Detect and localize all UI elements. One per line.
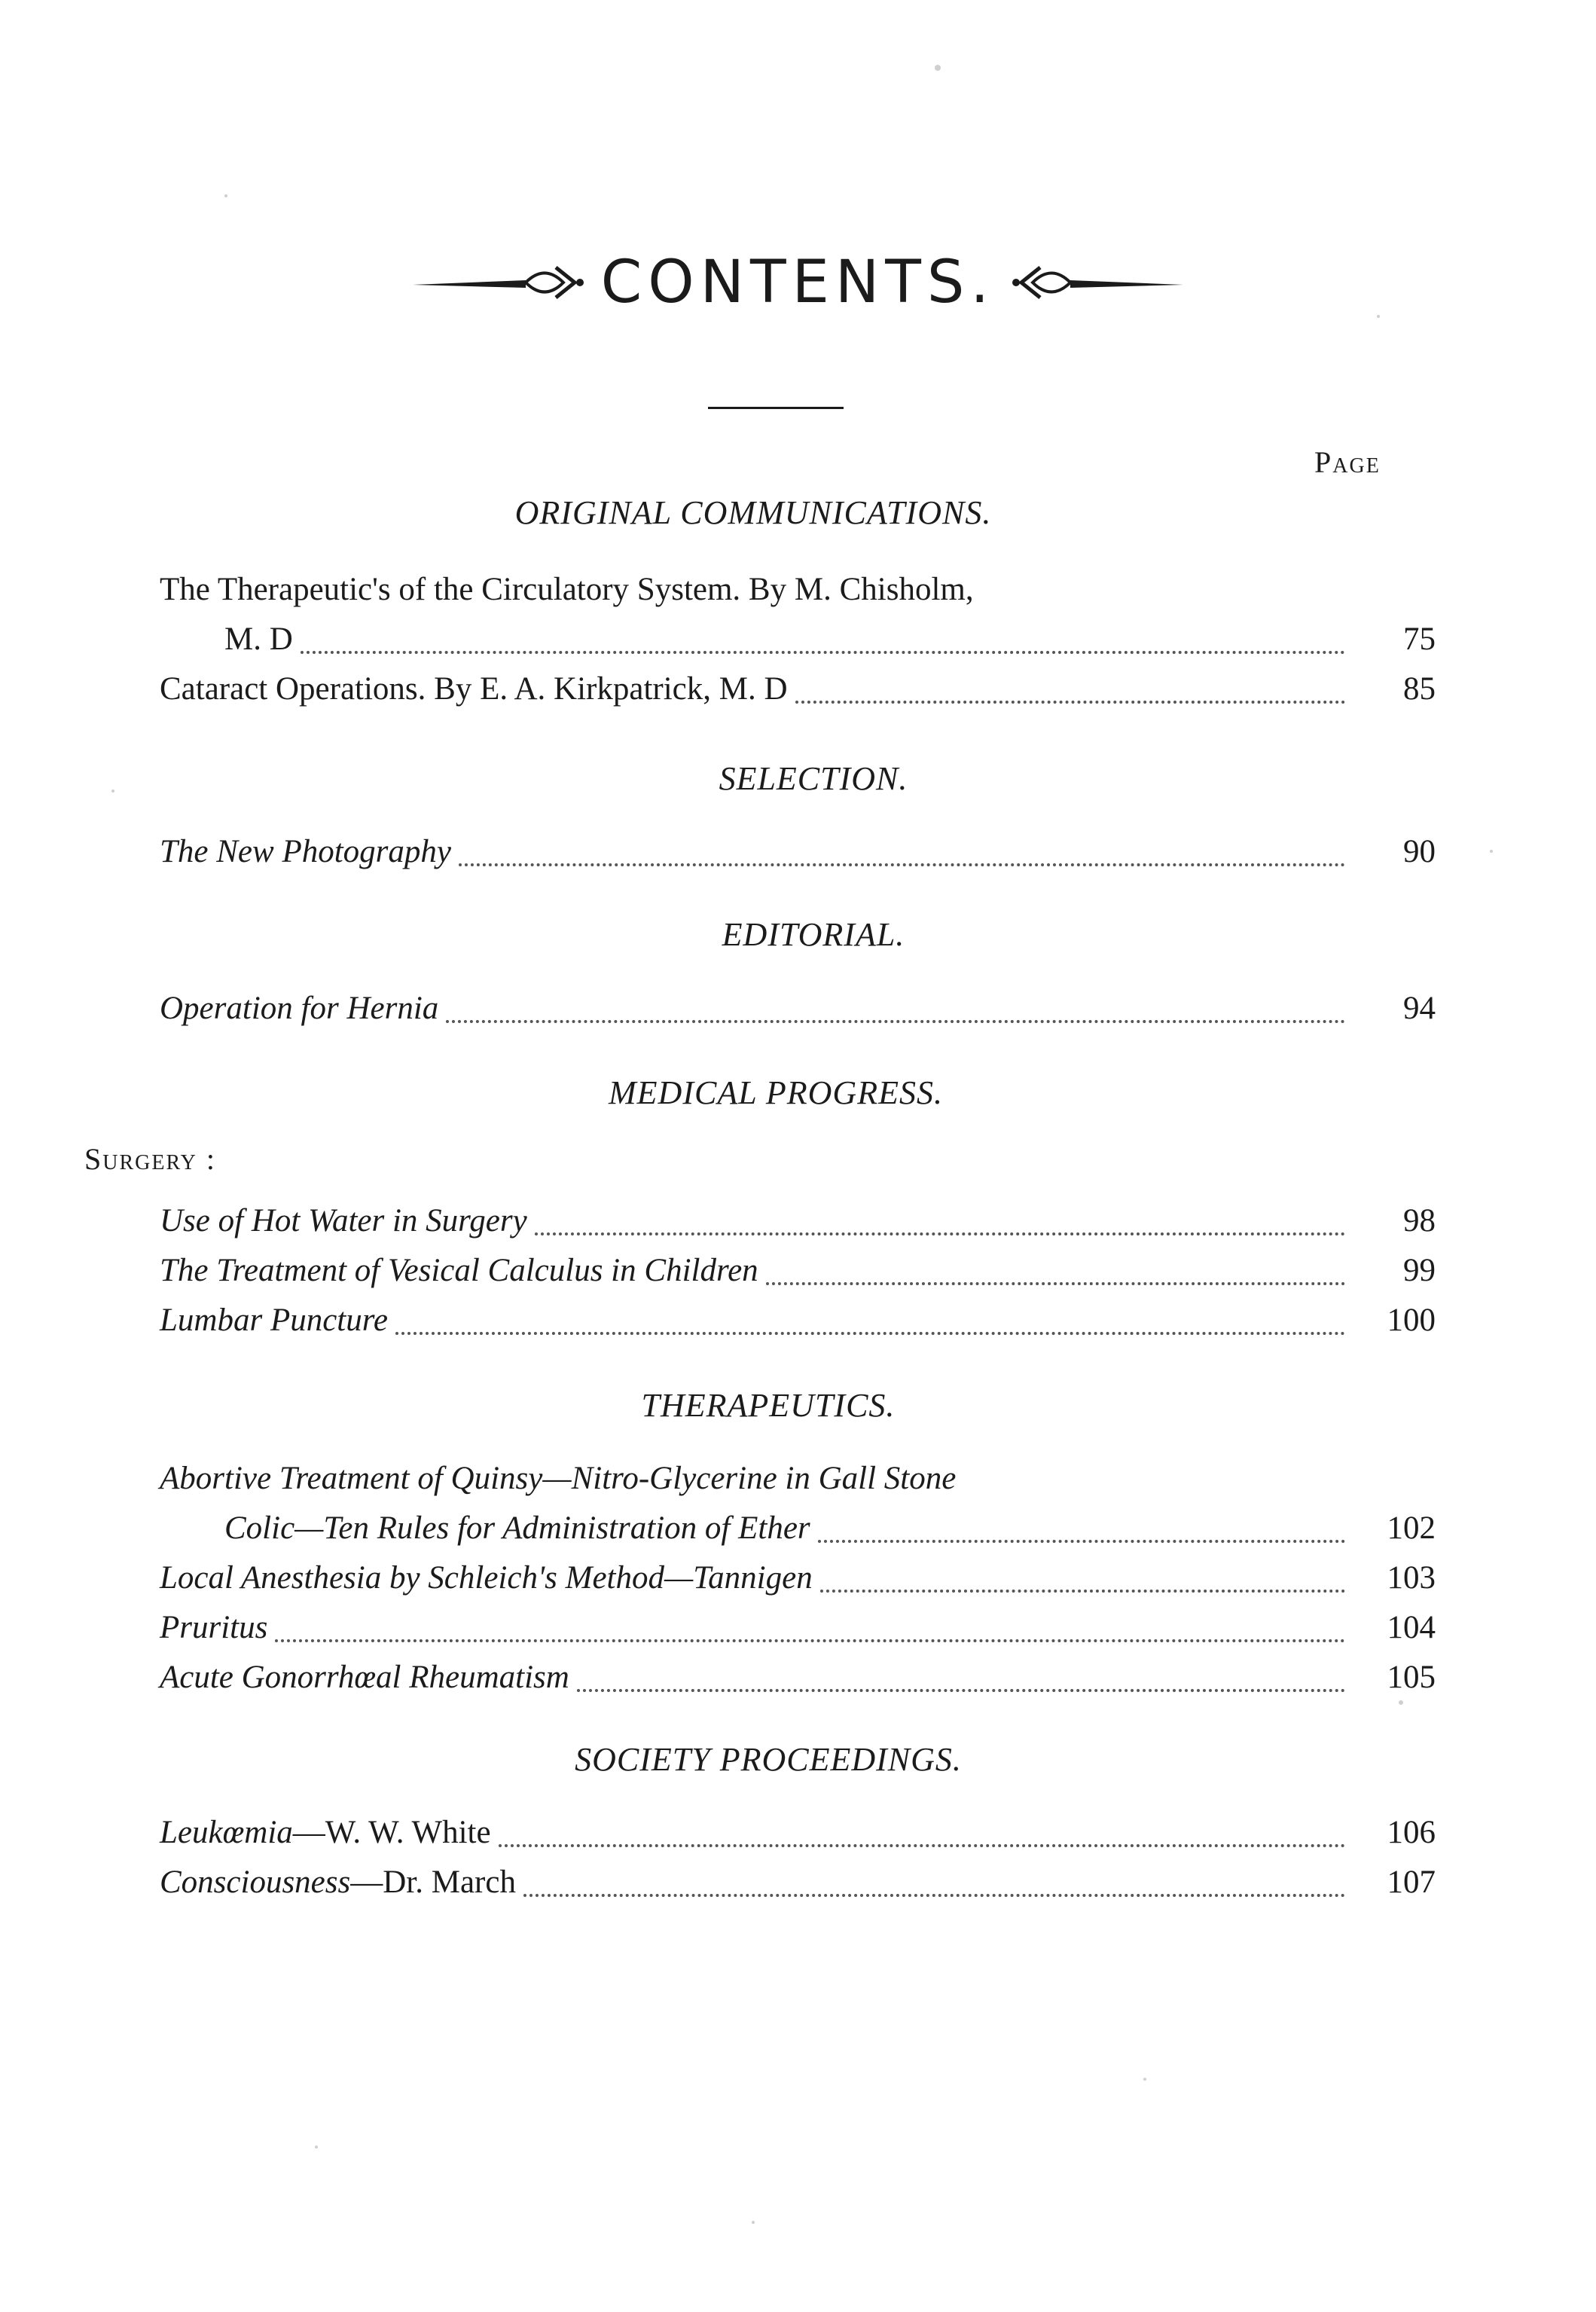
toc-entry-title: Colic—Ten Rules for Administration of Ether	[224, 1510, 810, 1546]
toc-page-number: 99	[1403, 1253, 1436, 1288]
dot-leader	[818, 1529, 1345, 1543]
left-ornament-icon	[413, 256, 586, 309]
toc-entry[interactable]	[224, 615, 1436, 664]
toc-entry-title: Use of Hot Water in Surgery	[160, 1203, 527, 1238]
toc-entry[interactable]	[224, 1504, 1436, 1553]
toc-entry-title: The New Photography	[160, 834, 451, 869]
toc-page-number: 105	[1387, 1660, 1436, 1695]
dot-leader	[395, 1321, 1345, 1335]
toc-page-number: 107	[1387, 1865, 1436, 1900]
toc-entry-title: Lumbar Puncture	[160, 1303, 388, 1338]
toc-entry-title: M. D	[224, 622, 293, 657]
toc-entry-author: —W. W. White	[292, 1815, 491, 1850]
toc-entry-title: Acute Gonorrhœal Rheumatism	[160, 1660, 569, 1695]
dot-leader	[766, 1272, 1345, 1285]
dot-leader	[523, 1883, 1345, 1897]
toc-entry[interactable]	[160, 1858, 1436, 1907]
dot-leader	[499, 1834, 1345, 1847]
dot-leader	[795, 690, 1345, 704]
toc-entry-title: Operation for Hernia	[160, 991, 439, 1026]
toc-entry-title: Local Anesthesia by Schleich's Method—Tannigen	[160, 1560, 813, 1596]
toc-page-number: 75	[1403, 622, 1436, 657]
section-heading-therapeutics: THERAPEUTICS.	[641, 1387, 896, 1424]
toc-entry-line: The Therapeutic's of the Circulatory System. By M. Chisholm,	[160, 572, 974, 607]
toc-page-number: 85	[1403, 671, 1436, 707]
toc-entry[interactable]	[160, 1653, 1436, 1703]
toc-entry-title-italic: Consciousness	[160, 1865, 351, 1900]
dot-leader	[301, 640, 1345, 654]
right-ornament-icon	[1010, 256, 1183, 309]
toc-page-number: 90	[1403, 834, 1436, 869]
toc-entry-line: Abortive Treatment of Quinsy—Nitro-Glycerine in Gall Stone	[160, 1461, 957, 1496]
toc-entry[interactable]	[160, 1603, 1436, 1653]
page-title: CONTENTS.	[600, 249, 996, 316]
toc-entry-title	[160, 1858, 516, 1907]
subheading-surgery: Surgery :	[84, 1142, 216, 1176]
toc-entry-author: —Dr. March	[350, 1865, 516, 1900]
toc-entry-title: Cataract Operations. By E. A. Kirkpatrick, M. D	[160, 671, 788, 707]
toc-entry[interactable]	[160, 1246, 1436, 1296]
toc-page-number: 94	[1403, 991, 1436, 1026]
section-heading-society-proceedings: SOCIETY PROCEEDINGS.	[575, 1741, 962, 1778]
section-heading-editorial: EDITORIAL.	[722, 916, 905, 953]
toc-entry[interactable]	[160, 1296, 1436, 1345]
toc-entry-title-italic: Leukœmia	[160, 1815, 293, 1850]
toc-page-number: 100	[1387, 1303, 1436, 1338]
toc-entry[interactable]	[160, 1196, 1436, 1246]
dot-leader	[577, 1678, 1345, 1692]
toc-entry[interactable]	[160, 1808, 1436, 1858]
toc-entry[interactable]	[160, 984, 1436, 1034]
title-row	[0, 249, 1596, 316]
dot-leader	[535, 1222, 1345, 1235]
dot-leader	[275, 1629, 1345, 1642]
toc-page-number: 98	[1403, 1203, 1436, 1238]
toc-page-number: 104	[1387, 1610, 1436, 1645]
section-heading-original-communications: ORIGINAL COMMUNICATIONS.	[514, 494, 992, 531]
toc-page-number: 102	[1387, 1510, 1436, 1546]
section-heading-medical-progress: MEDICAL PROGRESS.	[609, 1074, 943, 1111]
section-heading-selection: SELECTION.	[719, 760, 908, 797]
toc-page-number: 103	[1387, 1560, 1436, 1596]
toc-entry-title	[160, 1808, 491, 1858]
toc-entry-title: The Treatment of Vesical Calculus in Children	[160, 1253, 758, 1288]
page-column-label: Page	[1314, 445, 1381, 479]
toc-page-number: 106	[1387, 1815, 1436, 1850]
toc-entry[interactable]	[160, 664, 1436, 714]
dot-leader	[820, 1579, 1345, 1593]
dot-leader	[446, 1009, 1345, 1023]
toc-entry[interactable]	[160, 1553, 1436, 1603]
toc-entry-title: Pruritus	[160, 1610, 268, 1645]
dot-leader	[459, 853, 1345, 866]
title-rule	[708, 407, 844, 409]
toc-entry[interactable]	[160, 827, 1436, 877]
